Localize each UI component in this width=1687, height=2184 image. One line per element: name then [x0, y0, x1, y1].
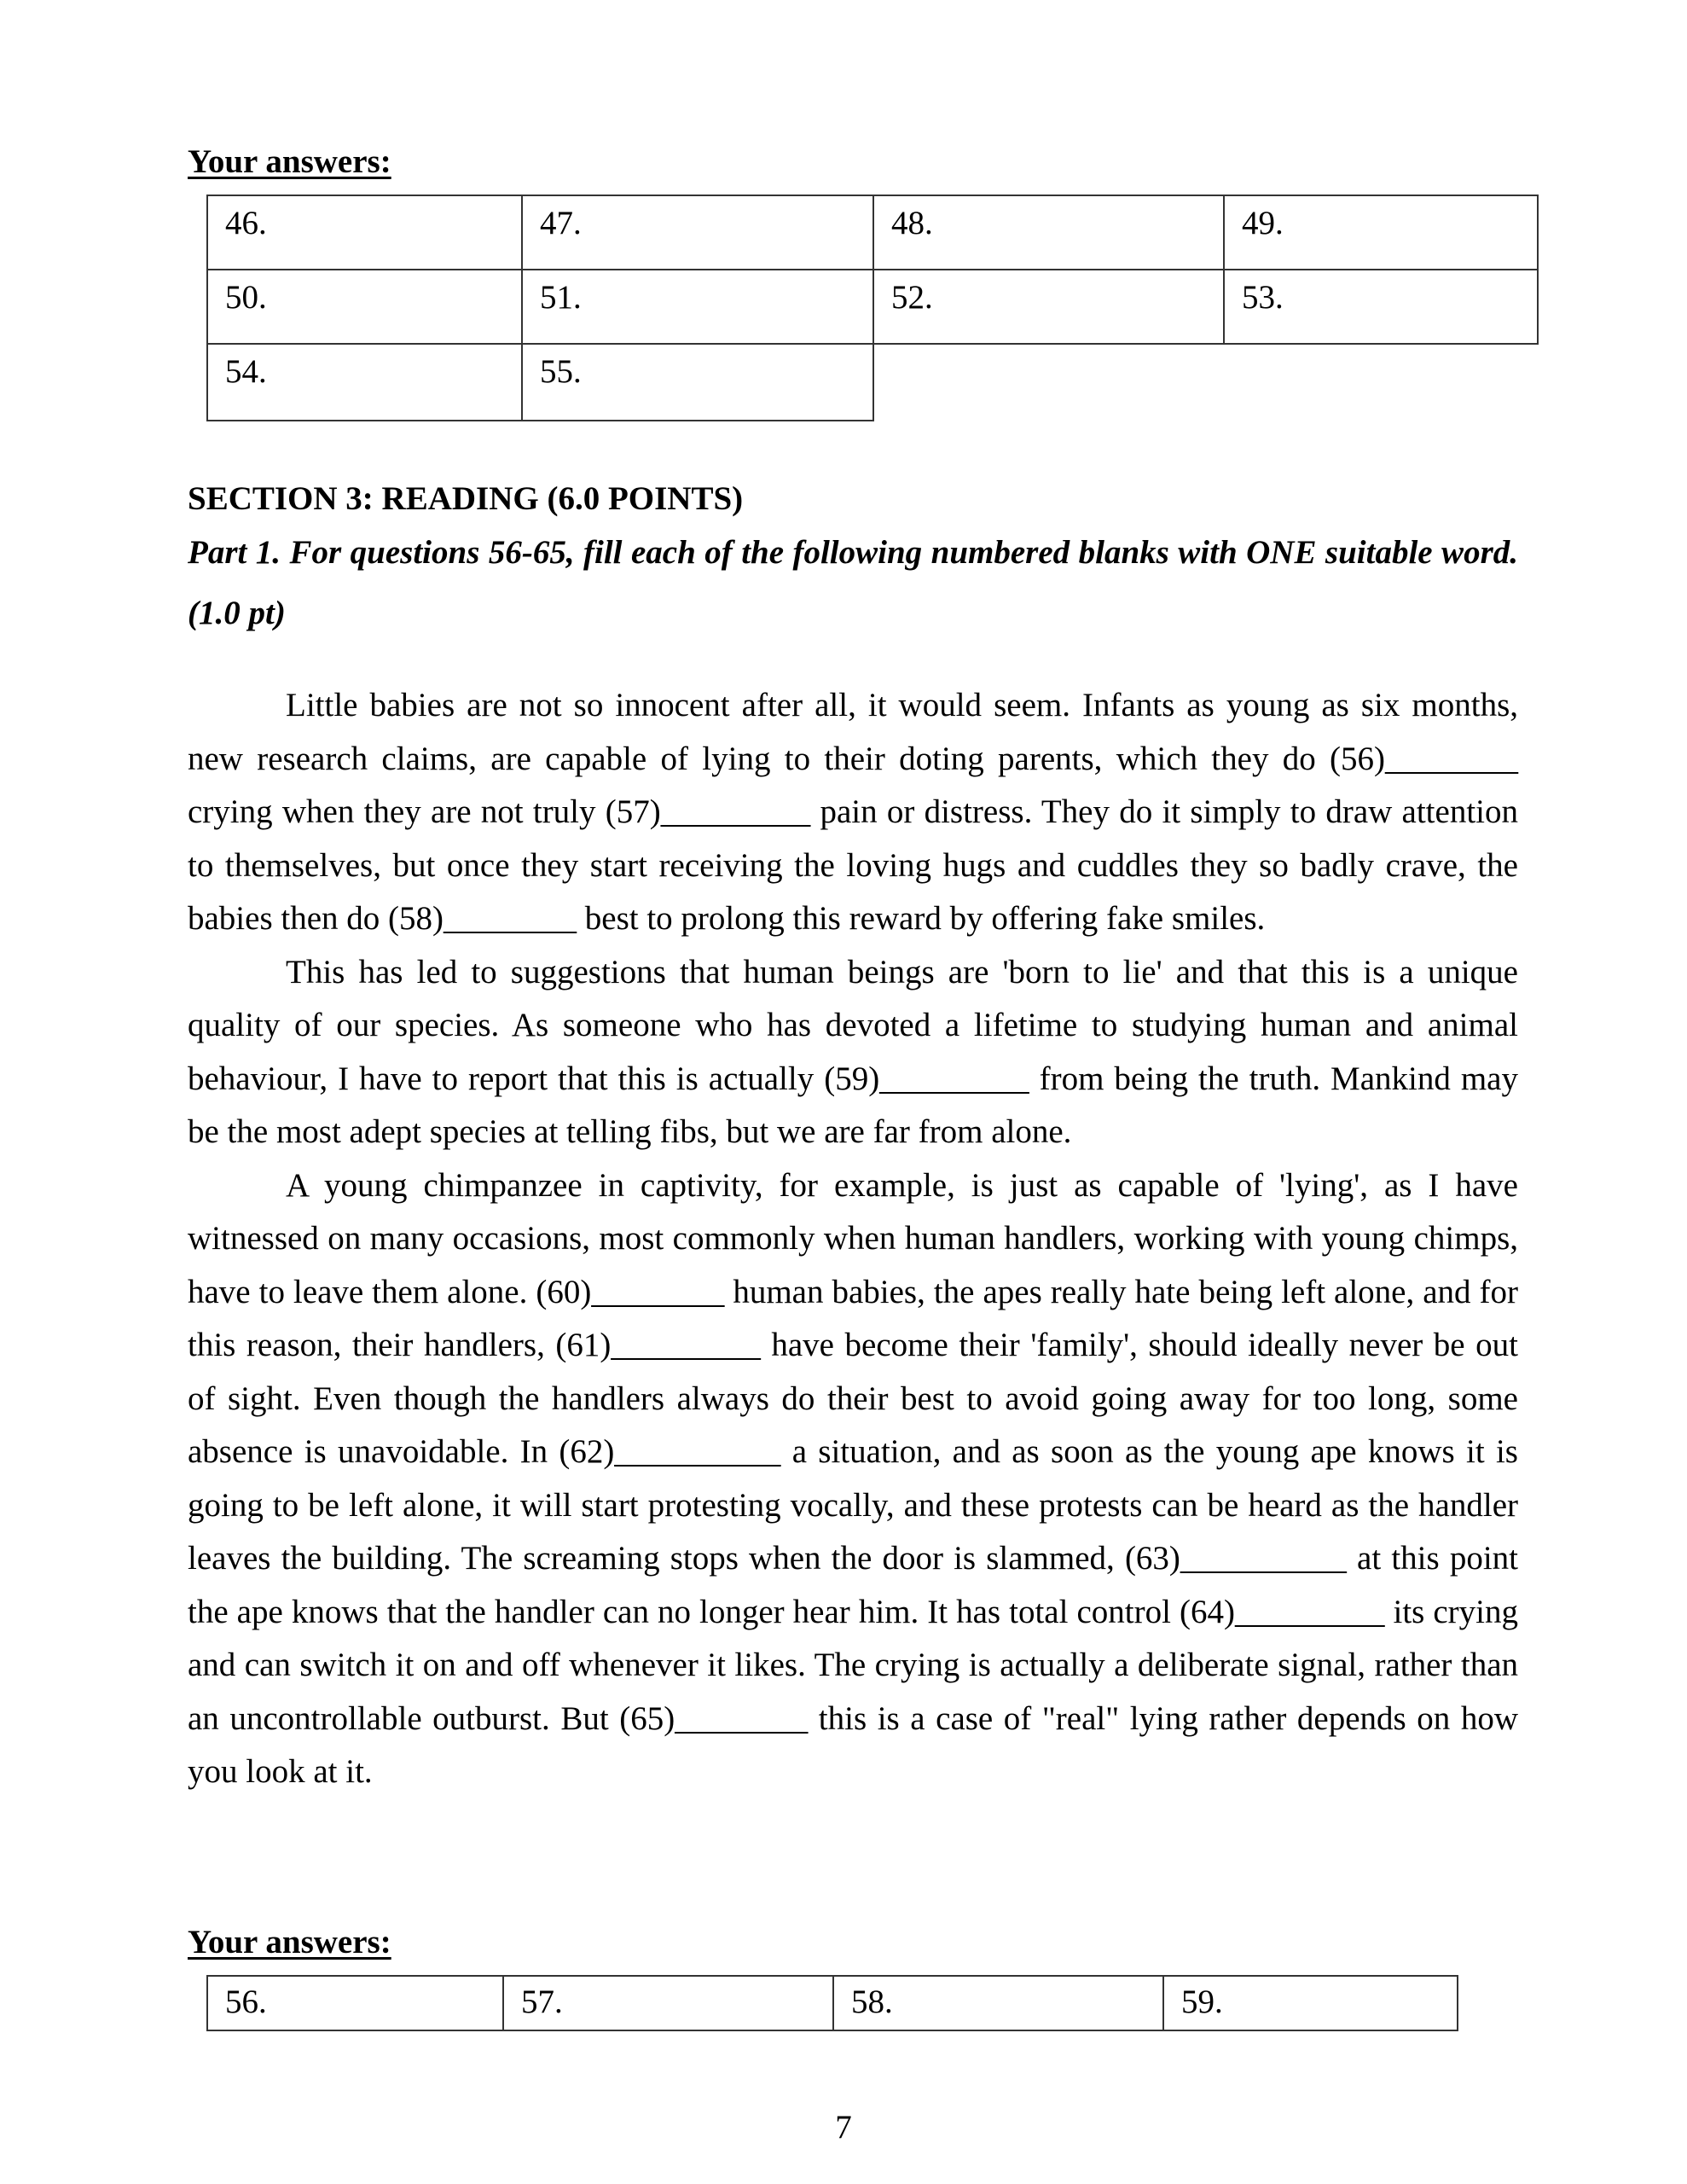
blank-63: (63)__________ — [1124, 1540, 1347, 1577]
blank-56: (56)________ — [1330, 740, 1518, 777]
passage-paragraph-2 — [188, 946, 1518, 1159]
blank-57: (57)_________ — [605, 793, 811, 830]
passage-text: Little babies are not so innocent after all, it would seem. Infants as young as six months, new research claims, are capable of lying to their doting parents, which they do — [188, 687, 1518, 777]
answer-cell-57[interactable]: 57. — [503, 1976, 833, 2030]
empty-cell — [1224, 344, 1538, 421]
passage-text: best to prolong this reward by offering fake smiles. — [577, 900, 1266, 937]
blank-62: (62)__________ — [559, 1433, 781, 1470]
blank-60: (60)________ — [536, 1273, 725, 1310]
answer-cell-56[interactable]: 56. — [207, 1976, 503, 2030]
answer-cell-47[interactable]: 47. — [522, 195, 873, 270]
answer-grid-56-59 — [206, 1975, 1458, 2031]
answer-grid-46-55 — [206, 195, 1539, 421]
passage-paragraph-1 — [188, 679, 1518, 946]
passage-paragraph-3 — [188, 1159, 1518, 1799]
answer-row — [207, 344, 1538, 421]
passage-text: A young chimpanzee in captivity, for example, is just as capable of 'lying', as I have witnessed on many occasions, most commonly when human handlers, working with young chimps, have to leave them alone. — [188, 1166, 1518, 1310]
answer-cell-53[interactable]: 53. — [1224, 270, 1538, 344]
blank-65: (65)________ — [619, 1699, 809, 1737]
reading-passage — [188, 679, 1518, 1799]
answer-cell-50[interactable]: 50. — [207, 270, 522, 344]
answer-cell-59[interactable]: 59. — [1163, 1976, 1458, 2030]
passage-text: from being the truth. Mankind may be the most adept species at telling fibs, but we are far from alone. — [188, 1060, 1518, 1150]
passage-text: This has led to suggestions that human beings are 'born to lie' and that this is a unique quality of our species. As someone who has devoted a lifetime to studying human and animal behaviour, I have to report that this is actually — [188, 953, 1518, 1097]
answer-cell-52[interactable]: 52. — [873, 270, 1224, 344]
passage-text: this is a case of "real" lying rather depends on how you look at it. — [188, 1699, 1518, 1790]
empty-cell — [873, 344, 1224, 421]
passage-text: its crying and can switch it on and off whenever it likes. The crying is actually a deliberate signal, rather than an uncontrollable outburst. But — [188, 1593, 1518, 1737]
blank-61: (61)_________ — [555, 1327, 761, 1363]
passage-text: human babies, the apes really hate being left alone, and for this reason, their handlers, — [188, 1273, 1518, 1363]
answer-row — [207, 270, 1538, 344]
passage-text: have become their 'family', should ideally never be out of sight. Even though the handlers always do their best to avoid going away for too long, some absence is unavoidable. In — [188, 1327, 1518, 1470]
answer-cell-54[interactable]: 54. — [207, 344, 522, 421]
section-title: SECTION 3: READING (6.0 POINTS) — [188, 480, 744, 517]
answer-row — [207, 195, 1538, 270]
answer-cell-48[interactable]: 48. — [873, 195, 1224, 270]
answer-cell-55[interactable]: 55. — [522, 344, 873, 421]
blank-59: (59)_________ — [824, 1060, 1029, 1097]
answer-cell-51[interactable]: 51. — [522, 270, 873, 344]
passage-text: pain or distress. They do it simply to draw attention to themselves, but once they start receiving the loving hugs and cuddles they so badly crave, the babies then do — [188, 793, 1518, 937]
passage-text: crying when they are not truly — [188, 793, 606, 830]
page-number: 7 — [835, 2109, 852, 2146]
answer-cell-58[interactable]: 58. — [833, 1976, 1163, 2030]
answer-cell-49[interactable]: 49. — [1224, 195, 1538, 270]
passage-text: at this point the ape knows that the handler can no longer hear him. It has total control — [188, 1540, 1519, 1630]
answers-label-2: Your answers: — [188, 1924, 391, 1960]
part-instruction: Part 1. For questions 56-65, fill each of the following numbered blanks with ONE suitable word. (1.0 pt) — [188, 534, 1518, 631]
answer-cell-46[interactable]: 46. — [207, 195, 522, 270]
blank-64: (64)_________ — [1179, 1593, 1385, 1630]
blank-58: (58)________ — [388, 900, 577, 937]
answers-label-1: Your answers: — [188, 143, 391, 180]
answer-row — [207, 1976, 1458, 2030]
passage-text: a situation, and as soon as the young ape knows it is going to be left alone, it will start protesting vocally, and these protests can be heard as the handler leaves the building. The screaming stops when the door is slammed, — [188, 1433, 1518, 1577]
